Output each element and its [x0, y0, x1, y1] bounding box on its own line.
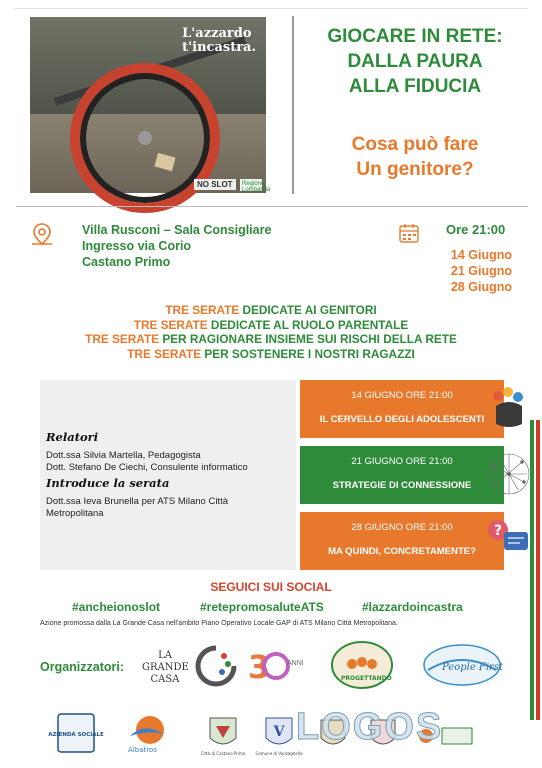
svg-text:3: 3 [248, 648, 271, 686]
vanzaghello-crest-logo [255, 712, 303, 758]
hero-photo [30, 17, 271, 193]
brain-flowers-icon [488, 384, 530, 434]
speakers-heading: Relatori [46, 430, 99, 444]
serate-line: TRE SERATE DEDICATE AI GENITORI [165, 303, 377, 317]
venue-address: Villa Rusconi – Sala Consigliare Ingresso via Corio Castano Primo [82, 223, 272, 269]
promotion-note: Azione promossa dalla La Grande Casa nell'ambito Piano Operativo Locale GAP di ATS Milano Città Metropolitana. [40, 620, 398, 627]
progettando-text: PROGETTANDO [341, 675, 392, 682]
event-card-2[interactable]: 21 GIUGNO ORE 21:00 STRATEGIE DI CONNESSIONE [300, 446, 504, 504]
speaker-2: Dott. Stefano De Ciechi, Consulente informatico [46, 462, 248, 473]
la-grande-casa-symbol [194, 644, 238, 688]
page-title: GIOCARE IN RETE: DALLA PAURA ALLA FIDUCIA [327, 26, 503, 97]
serate-list [16, 303, 526, 361]
azienda-sociale-logo [48, 712, 104, 754]
azienda-text: AZIENDA SOCIALE [48, 732, 104, 738]
speakers-box [40, 380, 296, 570]
hero-slogan: L'azzardo t'incastra. [182, 26, 256, 55]
svg-text:?: ? [494, 523, 503, 539]
people-first-logo [420, 640, 504, 690]
location-pin-icon [30, 222, 54, 246]
region-badge: Regione Lombardia [242, 181, 271, 193]
noslot-badge: NO SLOT [194, 179, 236, 190]
page-subtitle: Cosa può fare Un genitore? [351, 134, 479, 180]
question-chat-icon [484, 518, 530, 558]
serate-line: TRE SERATE PER SOSTENERE I NOSTRI RAGAZZI [127, 346, 415, 361]
hashtag-3[interactable]: #lazzardoincastra [362, 600, 463, 614]
vanzaghello-text: Comune di Vanzaghello [255, 751, 303, 756]
anni-label: ANNI [287, 660, 304, 667]
hashtag-1[interactable]: #ancheionoslot [72, 600, 161, 614]
hashtag-2[interactable]: #retepromosaluteATS [200, 600, 324, 614]
castano-text: Città di Castano Primo [200, 751, 246, 756]
la-grande-casa-logo: LA GRANDE CASA [142, 650, 189, 685]
tricolore-stripe-red [536, 420, 540, 720]
people-first-text: People First [442, 662, 503, 673]
30-anni-logo [246, 648, 290, 684]
social-heading: SEGUICI SUI SOCIAL [210, 580, 332, 594]
svg-text:V: V [273, 724, 285, 740]
logos-watermark: LOGOS [296, 706, 444, 748]
horizontal-divider [16, 206, 528, 207]
calendar-icon [398, 222, 420, 244]
event-card-3[interactable]: 28 GIUGNO ORE 21:00 MA QUINDI, CONCRETAMENTE? [300, 512, 504, 570]
network-icon [486, 448, 532, 500]
event-card-1[interactable]: 14 GIUGNO ORE 21:00 IL CERVELLO DEGLI ADOLESCENTI [300, 380, 504, 438]
organizers-label: Organizzatori: [40, 660, 125, 674]
serate-line: TRE SERATE PER RAGIONARE INSIEME SUI RISCHI DELLA RETE [85, 332, 457, 346]
albatros-text: Albatros [128, 746, 157, 754]
speaker-1: Dott.ssa Silvia Martella, Pedagogista [46, 450, 201, 461]
albatros-logo [124, 714, 168, 754]
intro-speaker-1: Dott.ssa Ieva Brunella per ATS Milano Città [46, 496, 228, 507]
event-time: Ore 21:00 [446, 222, 506, 237]
event-dates: 14 Giugno 21 Giugno 28 Giugno [450, 248, 512, 294]
vertical-divider [292, 16, 294, 194]
castano-crest-logo [200, 712, 246, 758]
progettando-logo [330, 640, 394, 690]
serate-line: TRE SERATE DEDICATE AL RUOLO PARENTALE [133, 317, 409, 332]
intro-speaker-2: Metropolitana [46, 508, 104, 519]
intro-heading: Introduce la serata [46, 476, 170, 490]
